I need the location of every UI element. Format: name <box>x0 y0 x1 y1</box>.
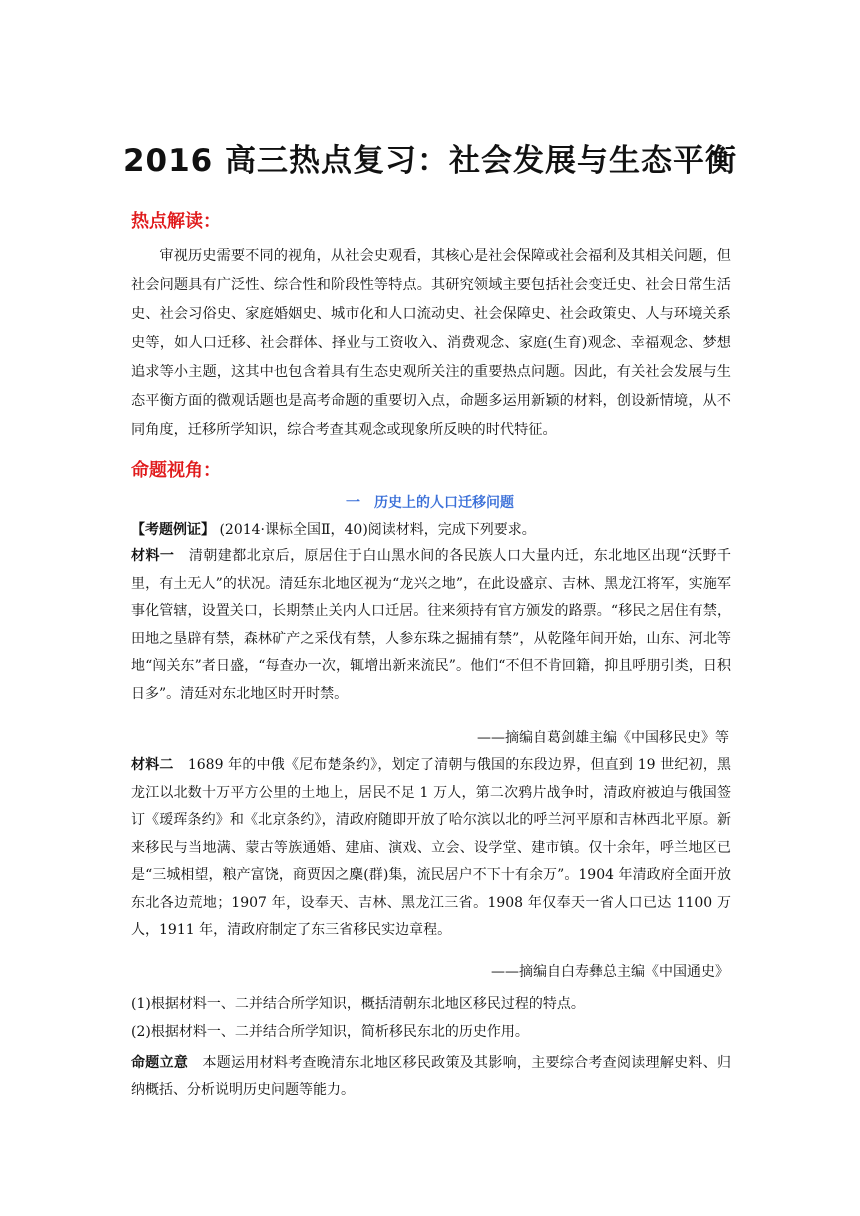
material-1 <box>131 543 731 708</box>
material-1-label: 材料一 <box>131 548 175 564</box>
hotspot-heading: 热点解读： <box>131 211 221 232</box>
example-line <box>131 519 731 541</box>
perspective-heading: 命题视角： <box>131 460 221 481</box>
material-1-text: 清朝建都北京后，原居住于白山黑水间的各民族人口大量内迁，东北地区出现“沃野千里，有土无人”的状况。清廷东北地区视为“龙兴之地”，在此设盛京、吉林、黑龙江将军，实施军事化管辖，设置关口，长期禁止关内人口迁居。往来须持有官方颁发的路票。“移民之居住有禁，田地之垦辟有禁，森林矿产之采伐有禁，人参东珠之掘捕有禁”，从乾隆年间开始，山东、河北等地“闯关东”者日盛，“每查办一次，辄增出新来流民”。他们“不但不肯回籍，抑且呼朋引类，日积日多”。清廷对东北地区时开时禁。 <box>131 548 732 702</box>
material-2-label: 材料二 <box>131 757 174 773</box>
material-2-text: 1689 年的中俄《尼布楚条约》，划定了清朝与俄国的东段边界，但直到 19 世纪初，黑龙江以北数十万平方公里的土地上，居民不足 1 万人，第二次鸦片战争时，清政府被迫与俄国签订《瑷珲条约》和《北京条约》，清政府随即开放了哈尔滨以北的呼兰河平原和吉林西北平原。新来移民与当地满、蒙古等族通婚、建庙、演戏、立会、设学堂、建市镇。仅十余年，呼兰地区已是“三城相望，粮产富饶，商贾因之麇(群)集，流民居户不下十有余万”。1904 年清政府全面开放东北各边荒地；1907 年，设奉天、吉林、黑龙江三省。1908 年仅奉天一省人口已达 1100 万人，1911 年，清政府制定了东三省移民实边章程。 <box>131 757 732 938</box>
hotspot-paragraph: 审视历史需要不同的视角，从社会史观看，其核心是社会保障或社会福利及其相关问题，但社会问题具有广泛性、综合性和阶段性等特点。其研究领域主要包括社会变迁史、社会日常生活史、社会习俗史、家庭婚姻史、城市化和人口流动史、社会保障史、社会政策史、人与环境关系史等，如人口迁移、社会群体、择业与工资收入、消费观念、家庭(生育)观念、幸福观念、梦想追求等小主题，这其中也包含着具有生态史观所关注的重要热点问题。因此，有关社会发展与生态平衡方面的微观话题也是高考命题的重要切入点，命题多运用新颖的材料，创设新情境，从不同角度，迁移所学知识，综合考查其观念或现象所反映的时代特征。 <box>131 248 731 438</box>
intent-text: 本题运用材料考查晚清东北地区移民政策及其影响，主要综合考查阅读理解史料、归纳概括、分析说明历史问题等能力。 <box>131 1055 732 1098</box>
example-text: (2014·课标全国Ⅱ，40)阅读材料，完成下列要求。 <box>219 522 536 538</box>
material-2-source: ——摘编自白寿彝总主编《中国通史》 <box>491 964 729 980</box>
intent-label: 命题立意 <box>131 1055 189 1071</box>
question-1: (1)根据材料一、二并结合所学知识，概括清朝东北地区移民过程的特点。 <box>131 996 585 1012</box>
material-2 <box>131 752 731 945</box>
question-2: (2)根据材料一、二并结合所学知识，简析移民东北的历史作用。 <box>131 1024 529 1040</box>
section-title: 一 历史上的人口迁移问题 <box>346 495 514 511</box>
example-label: 【考题例证】 <box>131 522 215 538</box>
material-1-source: ——摘编自葛剑雄主编《中国移民史》等 <box>477 730 729 746</box>
intent-paragraph <box>131 1050 731 1104</box>
document-title: 2016 高三热点复习：社会发展与生态平衡 <box>122 143 738 179</box>
